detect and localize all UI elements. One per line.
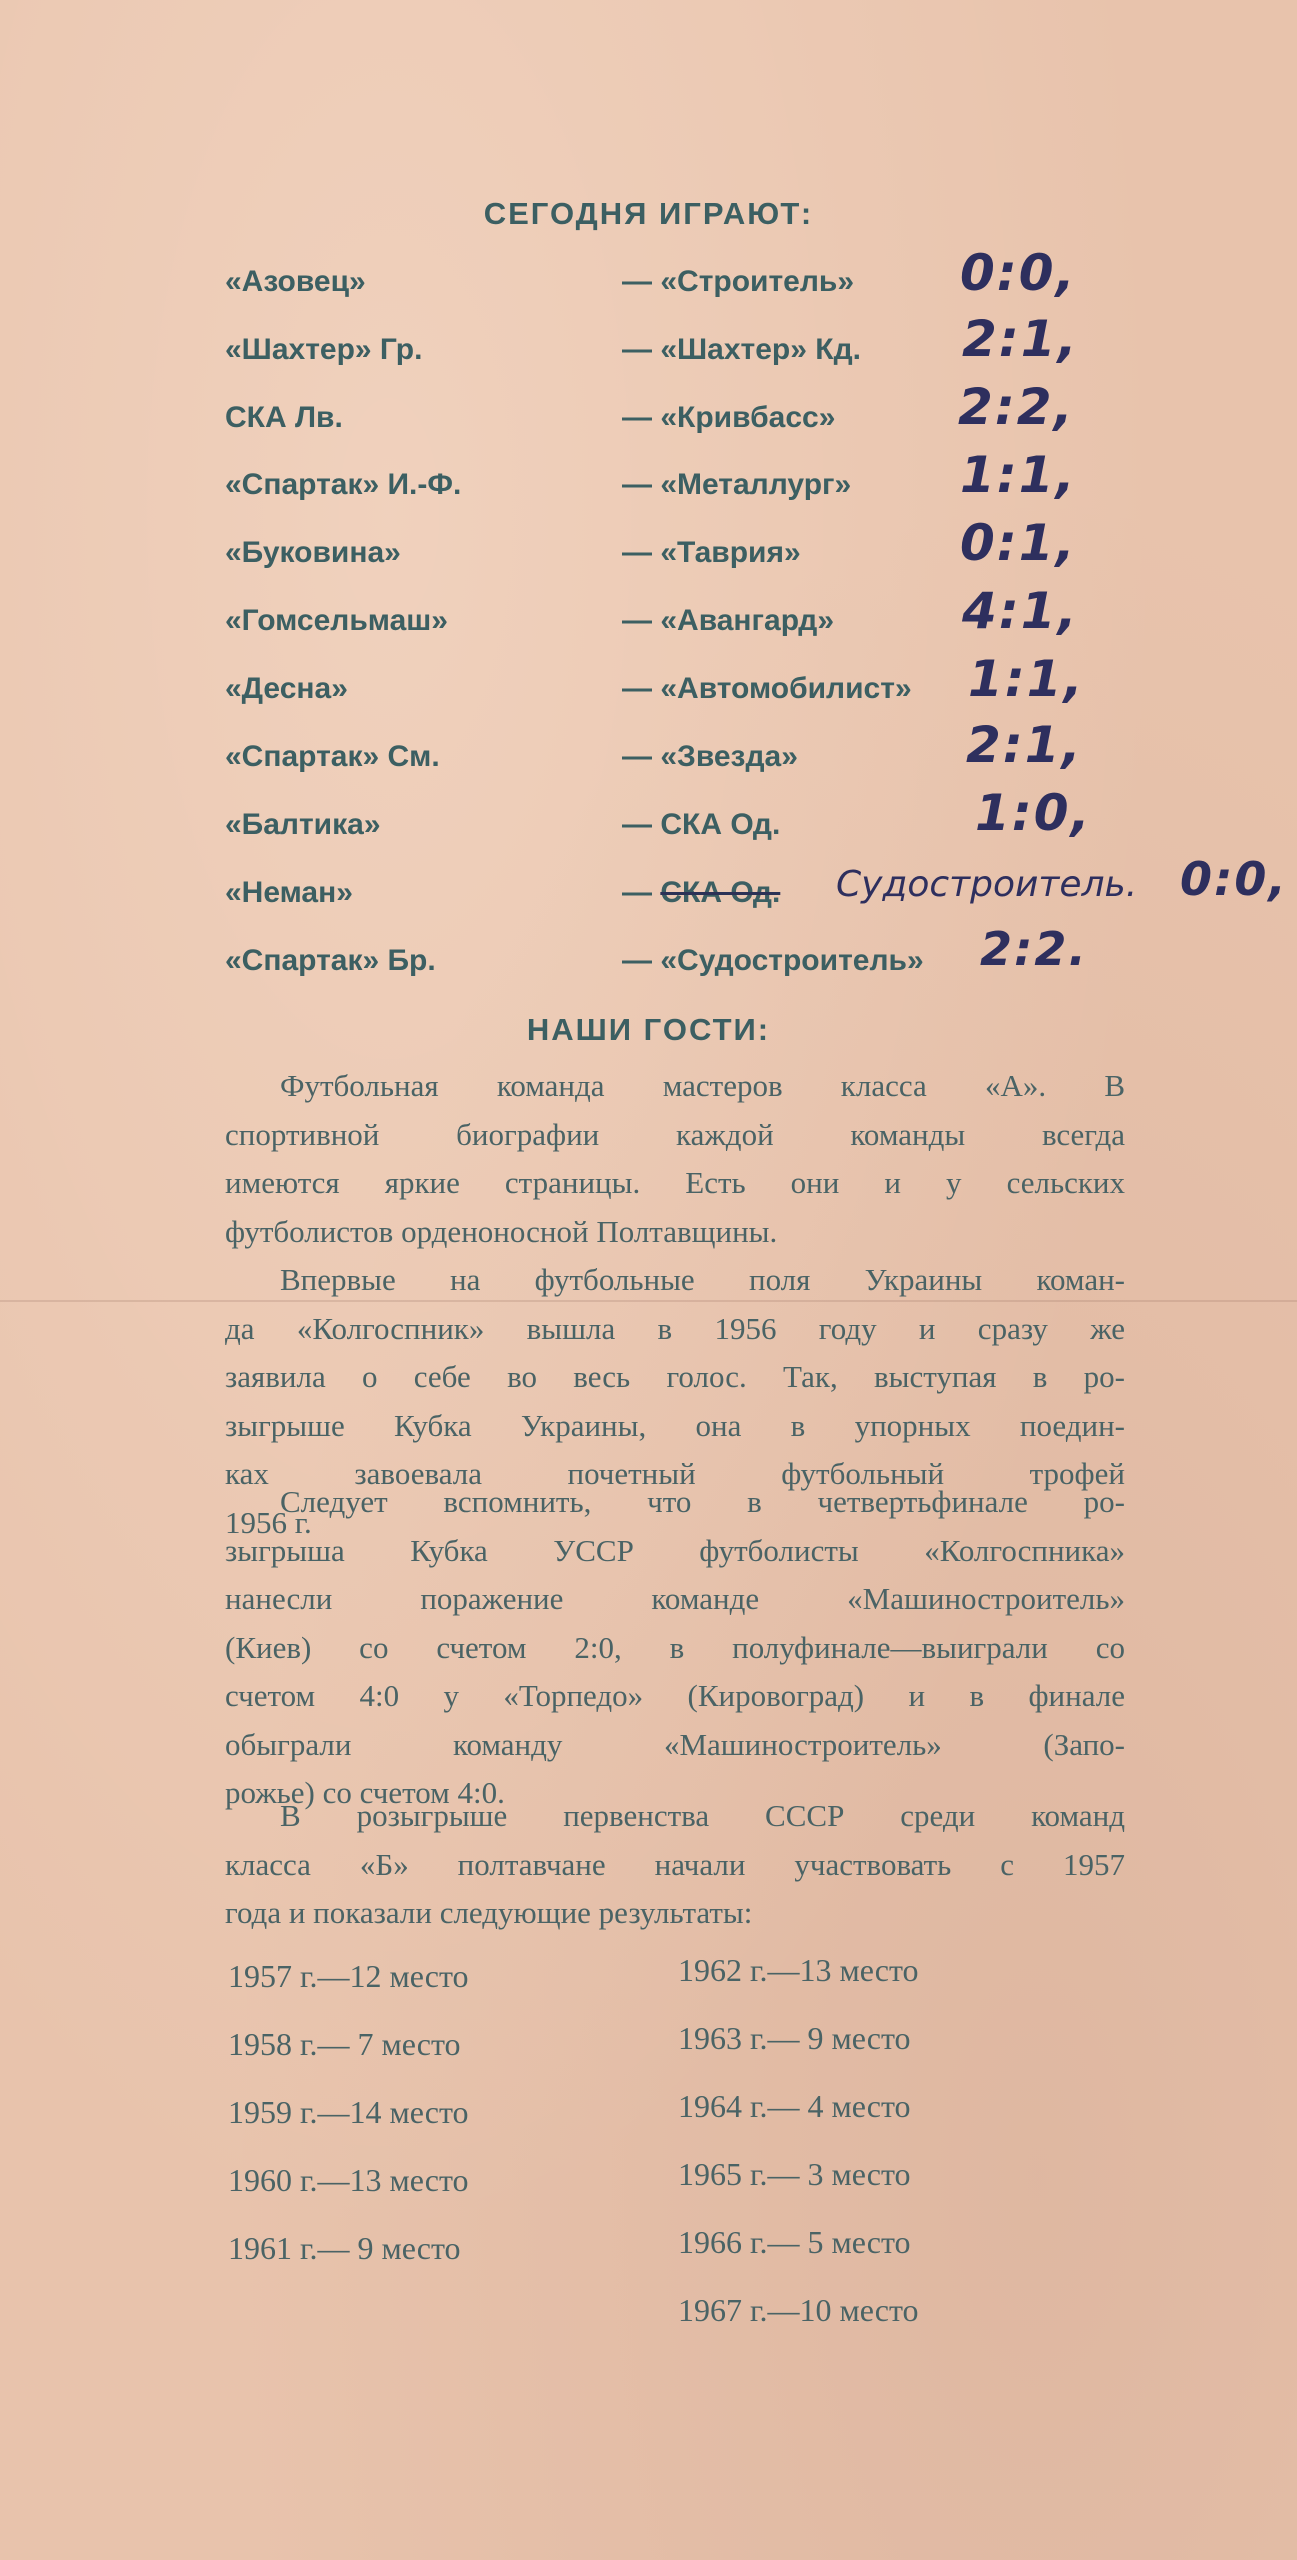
home-team: «Азовец»: [225, 265, 366, 298]
home-team: «Балтика»: [225, 808, 381, 841]
season-result: 1962 г.—13 место: [678, 1952, 919, 1988]
season-result: 1960 г.—13 место: [228, 2162, 469, 2198]
article-paragraph: В розыгрыше первенства СССР среди команд класса «Б» полтавчане начали участвовать с 1957 года и показали следующие результаты:: [225, 1798, 1125, 1930]
article-paragraph: Следует вспомнить, что в четвертьфинале ро- зыгрыша Кубка УССР футболисты «Колгоспника» нанесли поражение команде «Машиностроитель» (Киев) со счетом 2:0, в полуфинале—выиграли со счетом 4:0 у «Торпедо» (Кировоград) и в финале обыграли команду «Машиностроитель» (Запо- рожье) со счетом 4:0.: [225, 1484, 1125, 1810]
article-paragraph: Впервые на футбольные поля Украины коман- да «Колгоспник» вышла в 1956 году и сразу же заявила о себе во весь голос. Так, выступая в ро- зыгрыше Кубка Украины, она в упорных поедин- ках завоевала почетный футбольный трофей 1956 г.: [225, 1262, 1125, 1540]
handwritten-correction: Судостроитель.: [836, 864, 1138, 905]
handwritten-score: 2:1,: [962, 310, 1079, 368]
handwritten-score: 0:0,: [960, 244, 1077, 302]
home-team: «Гомсельмаш»: [225, 604, 448, 637]
home-team: «Шахтер» Гр.: [225, 333, 423, 366]
handwritten-score: 0:1,: [960, 514, 1077, 572]
season-result: 1964 г.— 4 место: [678, 2088, 911, 2124]
season-result: 1965 г.— 3 место: [678, 2156, 911, 2192]
away-team: — «Таврия»: [622, 536, 801, 569]
handwritten-score: 1:0,: [975, 784, 1092, 842]
home-team: «Буковина»: [225, 536, 401, 569]
handwritten-score: 0:0,: [1180, 852, 1288, 906]
handwritten-score: 2:1,: [966, 716, 1083, 774]
struck-out-team: СКА Од.: [660, 876, 781, 909]
away-team: — «Кривбасс»: [622, 401, 836, 434]
away-team: — СКА Од.: [622, 876, 781, 909]
home-team: «Десна»: [225, 672, 348, 705]
home-team: «Спартак» И.-Ф.: [225, 468, 462, 501]
season-result: 1967 г.—10 место: [678, 2292, 919, 2328]
away-team: — «Автомобилист»: [622, 672, 912, 705]
away-team: — «Судостроитель»: [622, 944, 924, 977]
away-team: — «Металлург»: [622, 468, 852, 501]
season-result: 1963 г.— 9 место: [678, 2020, 911, 2056]
home-team: СКА Лв.: [225, 401, 343, 434]
handwritten-score: 1:1,: [968, 650, 1085, 708]
season-result: 1961 г.— 9 место: [228, 2230, 461, 2266]
away-team: — «Шахтер» Кд.: [622, 333, 861, 366]
today-heading: СЕГОДНЯ ИГРАЮТ:: [483, 196, 814, 231]
away-team: — «Звезда»: [622, 740, 798, 773]
away-team: — «Строитель»: [622, 265, 855, 298]
home-team: «Спартак» Бр.: [225, 944, 436, 977]
handwritten-score: 2:2,: [958, 378, 1075, 436]
handwritten-score: 4:1,: [962, 582, 1079, 640]
season-result: 1959 г.—14 место: [228, 2094, 469, 2130]
away-team: — «Авангард»: [622, 604, 835, 637]
handwritten-score: 2:2.: [980, 922, 1088, 976]
handwritten-score: 1:1,: [960, 446, 1077, 504]
home-team: «Неман»: [225, 876, 353, 909]
season-result: 1958 г.— 7 место: [228, 2026, 461, 2062]
season-result: 1957 г.—12 место: [228, 1958, 469, 1994]
away-team: — СКА Од.: [622, 808, 781, 841]
article-paragraph: Футбольная команда мастеров класса «А». В спортивной биографии каждой команды всегда имеются яркие страницы. Есть они и у сельских футболистов орденоносной Полтавщины.: [225, 1068, 1125, 1249]
guests-heading: НАШИ ГОСТИ:: [526, 1012, 771, 1047]
season-result: 1966 г.— 5 место: [678, 2224, 911, 2260]
home-team: «Спартак» См.: [225, 740, 440, 773]
